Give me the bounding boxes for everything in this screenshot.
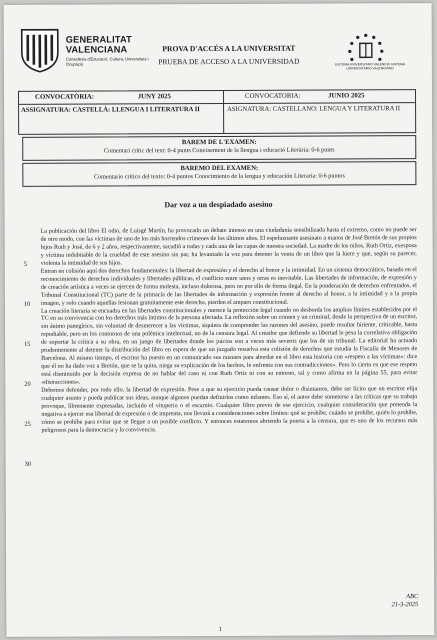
essay-paragraph: La creación literaria se encuadra en las libertades constitucionales y merece la protección legal cuando no desborda los amplios límites establecidos por el TC en su convivencia con los derechos más íntimos de la persona afectada. La reflexión sobre un crimen y un criminal, desde la perspectiva de un escritor, sin ánimo panegírico, sin voluntad de desmerecer a las víctimas, siquiera de comprender las razones del asesino, puede resultar hiriente, criticable, hasta repudiable, pero en los contornos de una polémica intelectual, no de la censura legal. Al creador que defiende su libertad le pesa la correlativa obligación de soportar la crítica a su obra, en un juego de libertades donde los juicios son a veces más severos que los de un tribunal. La editorial ha actuado prudentemente al detener la distribución del libro en espera de que un juzgado resuelva esta colisión de derechos que estudia la Fiscalía de Menores de Barcelona. Al mismo tiempo, el escritor ha puesto en un comunicado sus razones para abordar en el libro esta historia con «respeto a las víctimas»: dice que él no ha dado voz a Bretón, que se la quita, niega su explicación de los hechos, le enfrenta con sus contradicciones». Pero lo cierto es que ese respeto está disminuido por la decisión expresa de no hablar del caso ni con Ruth Ortiz ni con su entorno, tal y como afirma en la página 55, para evitar «distracciones». <box>40 306 418 386</box>
essay-paragraph: Entran en colisión aquí dos derechos fundamentales: la libertad de expresión y el derecho al honor y la intimidad. En un sistema democrático, basado en el reconocimiento de derechos individuales y libertades públicas, el conflicto entre unos y otras es inevitable. Las libertades de información, de expresión y de creación artística a veces se ejercen de forma molesta, incluso dolorosa, pero no por ello de forma ilegal. En la ponderación de derechos enfrentados, el Tribunal Constitucional (TC) parte de la primacía de las libertades de información y expresión frente al derecho al honor, a la intimidad y a la propia imagen, y solo cuando aquellas lesionan gratuitamente este derecho, pierden el amparo constitucional. <box>40 266 417 307</box>
university-system-name: SISTEMA UNIVERSITARI VALENCIÀ SISTEMA UNIVERSITARIO VALENCIANO <box>334 62 406 71</box>
line-number: 30 <box>24 460 32 468</box>
essay-paragraph: Debemos defender, por todo ello, la libertad de expresión. Pese a que su ejercicio pueda causar dolor o disintamos, debe ser lícito que un escritor elija cualquier asunto y pueda publicar sus ideas, aunque algunos puedan definirlos como infames. Eso sí, el autor debe someterse a las críticas que su trabajo provoque, libremente expresadas, incluido el vituperio o el escarnio. Cualquier filtro previo de ese ejercicio, cualquier consideración que pretenda la negativa a ejercer esa libertad de expresión o de imprenta, nos llevará a consideraciones sobre límites: qué se prohíbe, cuándo se prohíbe, quién lo prohíbe, cómo se prohíbe para evitar que se llegue a un posible conflicto. Y entonces estaremos abriendo la puerta a la censura, que es uno de los recursos más peligrosos para la democracia y la convivencia. <box>41 386 418 434</box>
signature-initials: ABC <box>406 593 419 601</box>
essay-body <box>41 227 418 435</box>
exam-title-spanish: PRUEBA DE ACCESO A LA UNIVERSIDAD <box>158 56 300 67</box>
grading-title: BAREM DE L'EXAMEN: <box>181 138 257 147</box>
generalitat-logo-icon <box>18 27 62 73</box>
subject-valencian: ASSIGNATURA: CASTELLÀ: LLENGUA I LITERATURA II <box>21 106 200 114</box>
line-number: 10 <box>23 300 31 308</box>
convocatoria-valencian <box>35 93 171 101</box>
exam-title-valencian: PROVA D'ACCÉS A LA UNIVERSITAT <box>162 43 296 54</box>
convocatoria-value: JUNY 2025 <box>137 93 171 101</box>
generalitat-name: GENERALITAT VALENCIANA <box>65 34 132 55</box>
grading-box-spanish <box>22 161 416 187</box>
exam-header <box>4 3 432 87</box>
subject-spanish: ASIGNATURA: CASTELLANO: LENGUA Y LITERATURA II <box>227 105 401 113</box>
grading-box-valencian <box>22 135 416 161</box>
signature-date: 21-3-2025 <box>391 601 419 609</box>
line-number: 25 <box>24 420 31 428</box>
grading-text: Comentario crítico del texto: 0-4 puntos Conocimiento de la lengua y educación Literaria: 0-6 puntos <box>93 172 345 181</box>
exam-sheet <box>4 3 435 637</box>
conselleria-name: Conselleria d'Educació, Cultura, Universitats i Ocupació <box>65 56 149 67</box>
line-number: 20 <box>24 380 31 388</box>
convocatoria-table <box>18 89 416 135</box>
page-number: 1 <box>218 625 222 634</box>
convocatoria-value: JUNIO 2025 <box>328 92 365 100</box>
essay-title: Dar voz a un despiadado asesino <box>164 199 273 210</box>
line-number: 5 <box>23 260 27 268</box>
grading-title: BAREMO DEL EXAMEN: <box>180 164 259 173</box>
essay-paragraph: La publicación del libro El odio, de Luisgé Martín, ha provocado un debate intenso en una ciudadanía sensibilizada hasta el extremo, como no puede ser de otro modo, con las víctimas de uno de los más horrendos crímenes de los últimos años. El espeluznante asesinato a manos de José Bretón de sus propios hijos Ruth y José, de 6 y 2 años, respectivamente, sacudió a todas y cada una de las capas de nuestra sociedad. La madre de los niños, Ruth Ortiz, exesposa y víctima indubitable de la crueldad de este asesino sin par, ha levantado la voz para detener la venta de un libro que la hiere y que, según su parecer, violenta la intimidad de sus hijos. <box>40 227 417 267</box>
grading-text: Comentari crític del text: 0-4 punts Coneixement de la llengua i educació Literària: 0-6 punts <box>103 146 335 155</box>
convocatoria-label: CONVOCATORIA: <box>245 92 301 100</box>
line-number: 15 <box>24 340 31 348</box>
table-divider <box>223 91 224 133</box>
convocatoria-label: CONVOCATÒRIA: <box>35 93 95 101</box>
convocatoria-spanish <box>245 92 365 100</box>
signature <box>366 593 418 609</box>
